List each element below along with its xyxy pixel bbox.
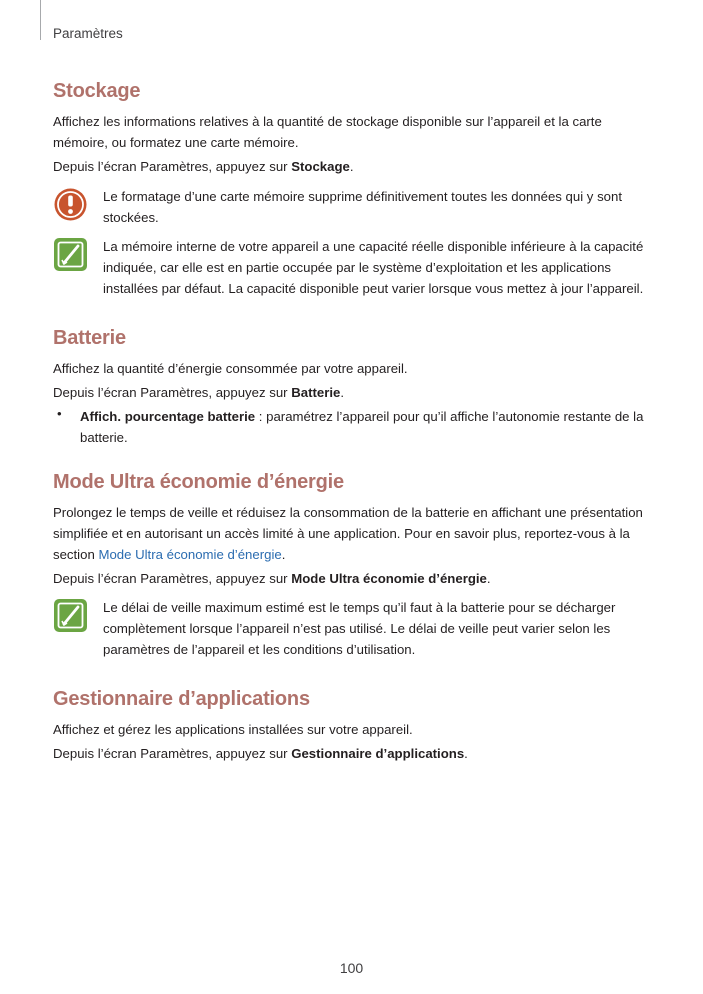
storage-path: Depuis l’écran Paramètres, appuyez sur Stockage. bbox=[53, 159, 354, 174]
caution-icon bbox=[53, 187, 88, 222]
section-title-battery: Batterie bbox=[53, 327, 126, 349]
section-app-manager bbox=[53, 688, 653, 764]
bullet-icon: • bbox=[57, 406, 62, 421]
battery-bullet-label: Affich. pourcentage batterie bbox=[80, 409, 256, 424]
note-icon bbox=[53, 598, 88, 633]
page-header: Paramètres bbox=[53, 26, 123, 41]
ultra-note bbox=[53, 597, 653, 660]
page-number: 100 bbox=[339, 960, 364, 976]
storage-note bbox=[53, 236, 653, 299]
storage-path-target: Stockage bbox=[291, 159, 350, 174]
ultra-intro: Prolongez le temps de veille et réduisez la consommation de la batterie en affichant une présentation simplifiée et en autorisant un accès limité à une application. Pour en savoir plus, reportez-vous à la section Mode Ultra économie d’énergie. bbox=[53, 505, 643, 562]
page-content bbox=[53, 80, 653, 764]
storage-caution-text: Le formatage d’une carte mémoire supprime définitivement toutes les données qui y sont stockées. bbox=[103, 189, 622, 225]
apps-intro: Affichez et gérez les applications installées sur votre appareil. bbox=[53, 722, 413, 737]
battery-bullet-text: Affich. pourcentage batterie : paramétrez l’appareil pour qu’il affiche l’autonomie restante de la batterie. bbox=[80, 409, 644, 445]
battery-path: Depuis l’écran Paramètres, appuyez sur Batterie. bbox=[53, 385, 344, 400]
section-title-apps: Gestionnaire d’applications bbox=[53, 688, 310, 710]
apps-path: Depuis l’écran Paramètres, appuyez sur Gestionnaire d’applications. bbox=[53, 746, 468, 761]
section-title-ultra: Mode Ultra économie d’énergie bbox=[53, 471, 344, 493]
storage-intro: Affichez les informations relatives à la quantité de stockage disponible sur l’appareil et la carte mémoire, ou formatez une carte mémoire. bbox=[53, 114, 602, 150]
ultra-section-link[interactable]: Mode Ultra économie d’énergie bbox=[98, 547, 282, 562]
apps-path-target: Gestionnaire d’applications bbox=[291, 746, 465, 761]
section-battery bbox=[53, 327, 653, 448]
battery-path-target: Batterie bbox=[291, 385, 341, 400]
ultra-path-target: Mode Ultra économie d’énergie bbox=[291, 571, 487, 586]
storage-caution bbox=[53, 186, 653, 228]
storage-note-text: La mémoire interne de votre appareil a une capacité réelle disponible inférieure à la capacité indiquée, car elle est en partie occupée par le système d’exploitation et les applications installées par défaut. La capacité disponible peut varier lorsque vous mettez à jour l’appareil. bbox=[103, 239, 644, 296]
margin-line bbox=[40, 0, 41, 40]
section-title-storage: Stockage bbox=[53, 80, 141, 102]
section-storage bbox=[53, 80, 653, 299]
battery-intro: Affichez la quantité d’énergie consommée par votre appareil. bbox=[53, 361, 408, 376]
battery-bullet bbox=[53, 406, 653, 448]
note-icon bbox=[53, 237, 88, 272]
ultra-note-text: Le délai de veille maximum estimé est le temps qu’il faut à la batterie pour se décharger complètement lorsque l’appareil n’est pas utilisé. Le délai de veille peut varier selon les paramètres de l’appareil et les conditions d’utilisation. bbox=[103, 600, 616, 657]
ultra-path: Depuis l’écran Paramètres, appuyez sur Mode Ultra économie d’énergie. bbox=[53, 571, 491, 586]
section-ultra-power-saving bbox=[53, 471, 653, 660]
